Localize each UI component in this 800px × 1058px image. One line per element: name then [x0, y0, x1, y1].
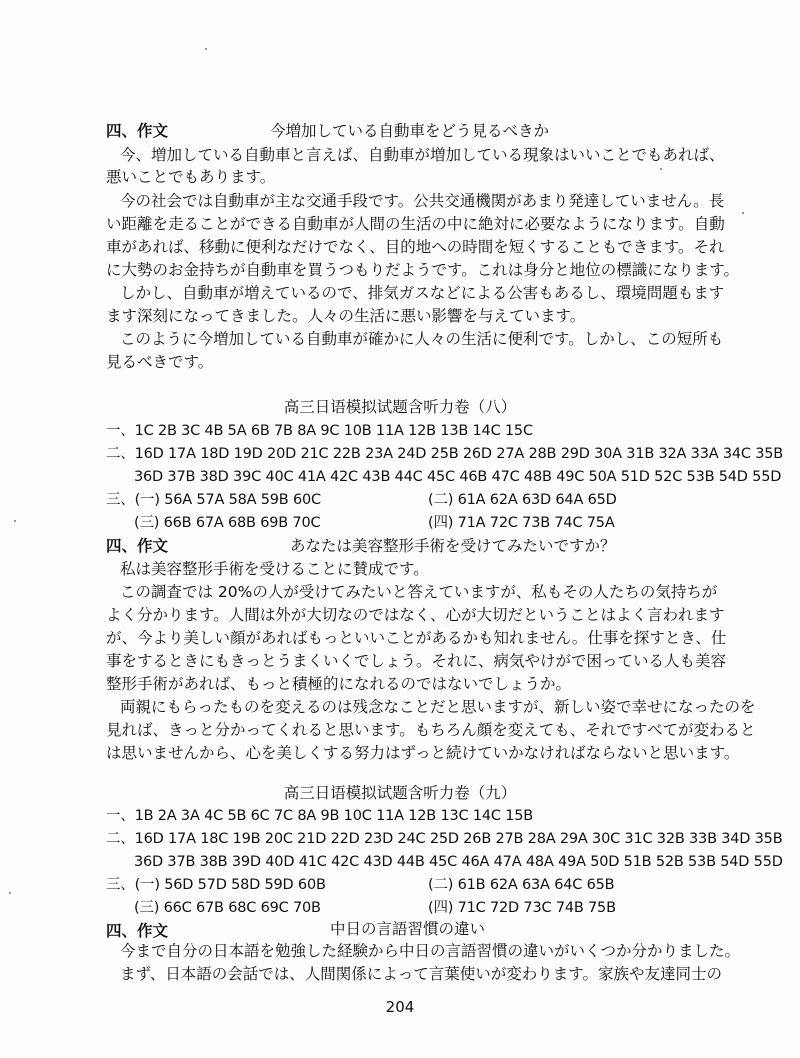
answer-row: (二) 61B 62A 63A 64C 65B: [428, 877, 615, 893]
scan-speck: [742, 212, 744, 214]
paragraph-line: この調査では 20%の人が受けてみたいと答えていますが、私もその人たちの気持ちが: [120, 583, 718, 601]
answer-row: 36D 37B 38B 39D 40D 41C 42C 43D 44B 45C 46A 47A 48A 49A 50D 51B 52B 53B 54D 55D: [134, 854, 783, 870]
paragraph-line: 見るべきです。: [106, 353, 214, 371]
answer-row: 36D 37B 38D 39C 40C 41A 42C 43B 44C 45C 46B 47C 48B 49C 50A 51D 52C 53B 54D 55D: [134, 469, 782, 485]
exam-title-8: 高三日语模拟试题含听力卷（八）: [283, 398, 517, 416]
answer-row: 一、1C 2B 3C 4B 5A 6B 7B 8A 9C 10B 11A 12B 13B 14C 15C: [106, 423, 533, 439]
answer-row: (四) 71A 72C 73B 74C 75A: [428, 515, 615, 531]
answer-row: 二、16D 17A 18C 19B 20C 21D 22D 23D 24C 25D 26B 27B 28A 29A 30C 31C 32B 33B 34D 35B: [106, 831, 783, 847]
paragraph-line: が、今より美しい顔があればもっといいことがあるかも知れません。仕事を探すとき、仕: [106, 629, 727, 647]
scan-speck: [660, 168, 662, 170]
scan-speck: [14, 520, 16, 522]
scan-speck: [9, 892, 11, 894]
paragraph-line: に大勢のお金持ちが自動車を買うつもりだようです。これは身分と地位の標識になります。: [106, 261, 740, 279]
paragraph-line: まず、日本語の会話では、人間関係によって言葉使いが変わります。家族や友達同士の: [120, 965, 723, 983]
essay-header-1: 四、作文: [106, 122, 169, 140]
paragraph-line: このように今増加している自動車が確かに人々の生活に便利です。しかし、この短所も: [120, 330, 724, 348]
paragraph-line: は思いませんから、心を美しくする努力はずっと続けていかなければならないと思います。: [106, 744, 740, 762]
answer-row: 三、(一) 56A 57A 58A 59B 60C: [106, 492, 321, 508]
answer-row: (三) 66C 67B 68C 69C 70B: [134, 900, 321, 916]
paragraph-line: 私は美容整形手術を受けることに賛成です。: [120, 560, 429, 578]
paragraph-line: 整形手術があれば、もっと積極的になれるのではないでしょうか。: [106, 675, 572, 693]
paragraph-line: よく分かります。人間は外が大切なのではなく、心が大切だということはよく言われます: [106, 606, 725, 624]
paragraph-line: しかし、自動車が増えているので、排気ガスなどによる公害もあるし、環境問題もます: [120, 284, 725, 302]
answer-row: 二、16D 17A 18D 19D 20D 21C 22B 23A 24D 25B 26D 27A 28B 29D 30A 31B 32A 33A 34C 35B: [106, 446, 784, 462]
paragraph-line: 今の社会では自動車が主な交通手段です。公共交通機関があまり発達していません。長: [120, 192, 725, 210]
essay-header-8: 四、作文: [106, 537, 169, 555]
answer-row: 三、(一) 56D 57D 58D 59D 60B: [106, 877, 326, 893]
paragraph-line: 事をするときにもきっとうまくいくでしょう。それに、病気やけがで困っている人も美容: [106, 652, 727, 670]
answer-row: (四) 71C 72D 73C 74B 75B: [428, 900, 616, 916]
essay-title-9: 中日の言語習慣の違い: [330, 920, 486, 938]
answer-row: 一、1B 2A 3A 4C 5B 6C 7C 8A 9B 10C 11A 12B 13C 14C 15B: [106, 808, 534, 824]
paragraph-line: 悪いことでもあります。: [106, 168, 276, 186]
essay-header-9: 四、作文: [106, 922, 169, 940]
paragraph-line: 今、増加している自動車と言えば、自動車が増加している現象はいいことでもあれば、: [120, 146, 725, 164]
essay-title-8: あなたは美容整形手術を受けてみたいですか？: [290, 537, 616, 555]
exam-title-9: 高三日语模拟试题含听力卷（九）: [283, 784, 517, 802]
answer-row: (二) 61A 62A 63D 64A 65D: [428, 492, 617, 508]
paragraph-line: 今まで自分の日本語を勉強した経験から中日の言語習慣の違いがいくつか分かりました。: [120, 942, 741, 960]
page-number: 204: [385, 998, 415, 1016]
paragraph-line: い距離を走ることができる自動車が人間の生活の中に絶対に必要なようになります。自動: [106, 215, 725, 233]
essay-title-1: 今増加している自動車をどう見るべきか: [270, 122, 550, 140]
scan-speck: [205, 48, 207, 50]
answer-row: (三) 66B 67A 68B 69B 70C: [134, 515, 321, 531]
paragraph-line: 両親にもらったものを変えるのは残念なことだと思いますが、新しい姿で幸せになったのを: [120, 698, 756, 716]
paragraph-line: 車があれば、移動に便利なだけでなく、目的地への時間を短くすることもできます。それ: [106, 238, 725, 256]
paragraph-line: 見れば、きっと分かってくれると思います。もちろん顔を変えても、それですべてが変わると: [106, 721, 756, 739]
paragraph-line: ます深刻になってきました。人々の生活に悪い影響を与えています。: [106, 307, 586, 325]
